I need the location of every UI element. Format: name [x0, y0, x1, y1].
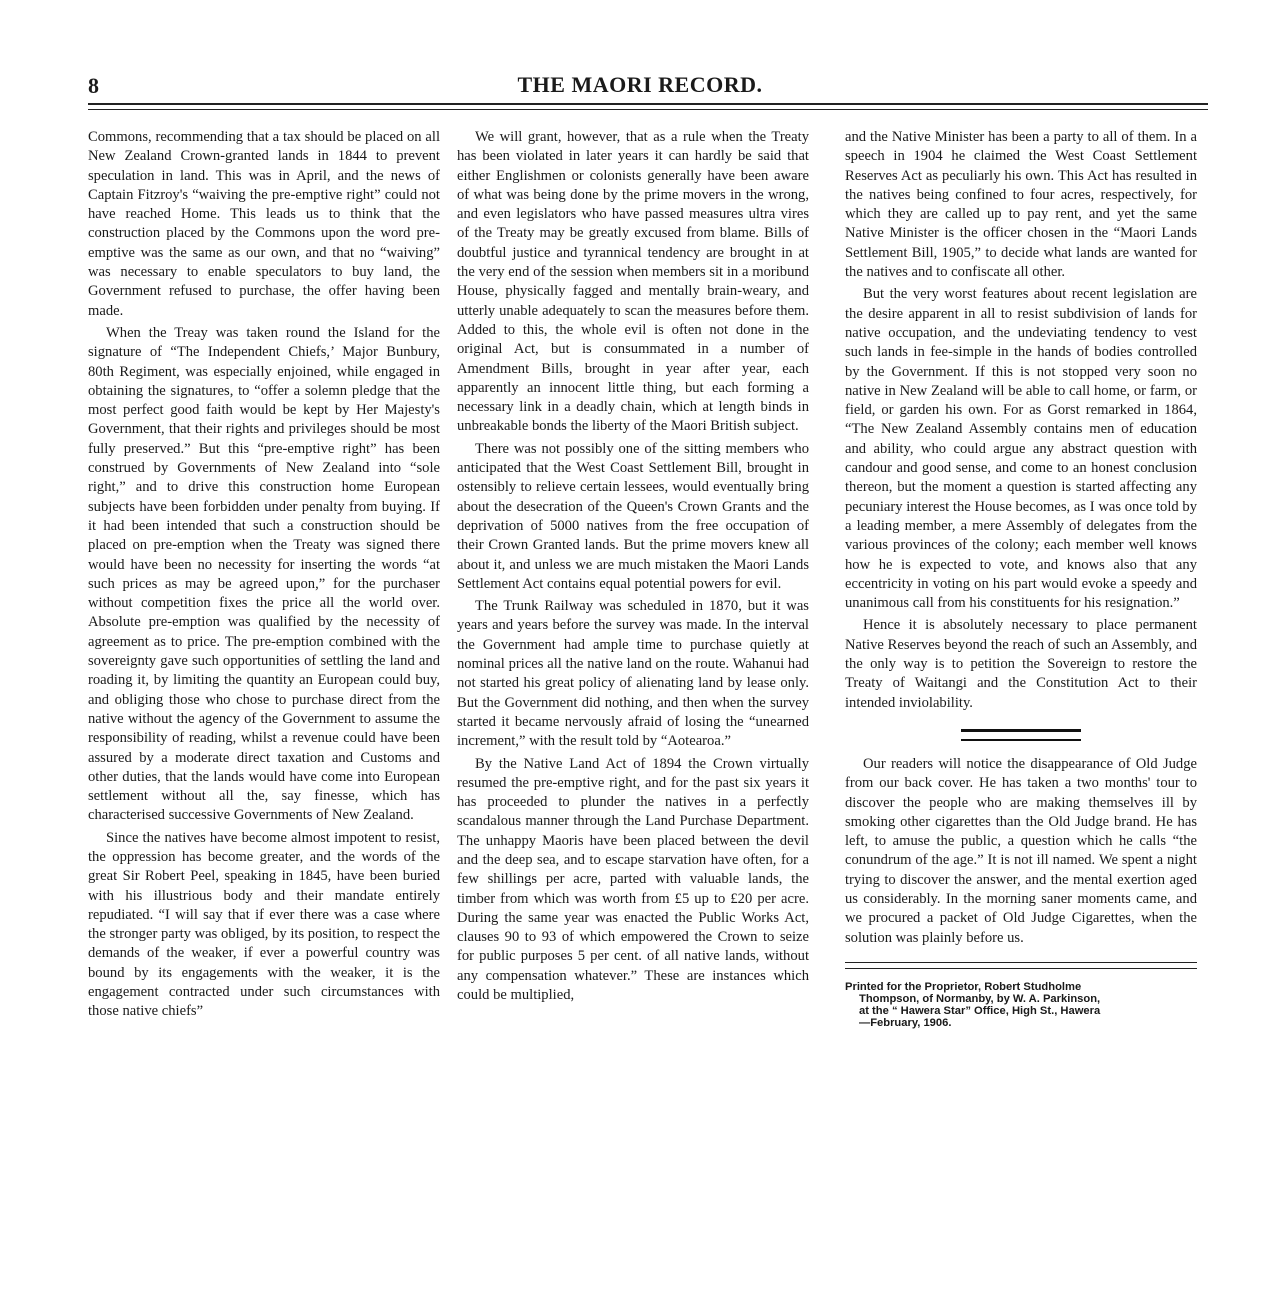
paragraph: We will grant, however, that as a rule when the Treaty has been violated in later years it can hardly be said that either Englishmen or colonists generally have been aware of what was being done by the prime movers in the wrong, and even legislators who have passed measures ultra vires of the Treaty may be greatly excused from blame. Bills of doubtful justice and tyrannical tendency are brought in at the very end of the session when members sit in a moribund House, physically fagged and mentally brain-weary, and utterly unable adequately to scan the measures before them. Added to this, the whole evil is often not done in the original Act, but is consummated in a number of Amendment Bills, brought in year after year, each apparently an innocent little thing, but each forming a necessary link in a deadly chain, which at length binds in unbreakable bonds the liberty of the Maori British subject.: [457, 129, 809, 435]
paragraph: Since the natives have become almost impotent to resist, the oppression has become greater, and the words of the great Sir Robert Peel, speaking in 1845, have been buried with his illustrious body and their mandate entirely repudiated. “I will say that if ever there was a case where the stronger party was obliged, by its position, to respect the demands of the weaker, if ever a powerful country was bound by its engagements with the weaker, it is the engagement contracted under such circumstances with those native chiefs”: [88, 829, 440, 1020]
article-column-2: [457, 128, 809, 1005]
imprint-line: Thompson, of Normanby, by W. A. Parkinson,: [859, 992, 1101, 1005]
paragraph: Hence it is absolutely necessary to place permanent Native Reserves beyond the reach of such an Assembly, and the only way is to petition the Sovereign to restore the Treaty of Waitangi and the Constitution Act to their intended inviolability.: [845, 617, 1197, 711]
paragraph: When the Treay was taken round the Island for the signature of “The Independent Chiefs,’ Major Bunbury, 80th Regiment, was especially enjoined, while engaged in obtaining the signatures, to “offer a solemn pledge that the most perfect good faith would be kept by Her Majesty's Government, that their rights and privileges should be most fully preserved.” But this “pre-emptive right” has been construed by Governments of New Zealand into “sole right,” and to drive this construction home European subjects have been forbidden under penalty from buying. If it had been intended that such a construction should be placed on pre-emption when the Treaty was signed there would have been no necessity for inserting the words “at such prices as may be agreed upon,” for the purchaser without competition fixes the price all the world over. Absolute pre-emption was qualified by the necessity of agreement as to price. The pre-emption combined with the sovereignty gave such opportunities of settling the land and roading it, by limiting the quantity an European could buy, and obliging those who chose to purchase direct from the native without the agency of the Government to assume the responsibility of reading, whilst a revenue could have been assured by a moderate direct taxation and Customs and other duties, that the lands would have come into European settlement without all the, say finesse, which has characterised successive Governments of New Zealand.: [88, 324, 440, 824]
article-column-1: [88, 128, 440, 1022]
paragraph: The Trunk Railway was scheduled in 1870, but it was years and years before the survey was made. In the interval the Government had ample time to purchase quietly at nominal prices all the native land on the route. Wahanui had not started his great policy of alienating land by lease only. But the Government did nothing, and then when the survey started it became nervously afraid of losing the “unearned increment,” with the result told by “Aotearoa.”: [457, 598, 809, 750]
section-separator: [961, 729, 1081, 741]
page-number: 8: [88, 73, 99, 98]
imprint-line: at the “ Hawera Star” Office, High St., Hawera: [859, 1004, 1101, 1017]
header-double-rule: [88, 103, 1208, 110]
paragraph: But the very worst features about recent legislation are the desire apparent in all to resist subdivision of lands for native occupation, and the undeviating tendency to vest such lands in fee-simple in the hands of bodies controlled by the Government. If this is not stopped very soon no native in New Zealand will be able to call home, or farm, or field, or garden his own. For as Gorst remarked in 1864, “The New Zealand Assembly contains men of education and ability, who could argue any abstract question with candour and good sense, and come to an honest conclusion thereon, but the moment a question is started affecting any pecuniary interest the House becomes, as I was once told by a leading member, a mere Assembly of delegates from the various provinces of the colony; each member well knows how he is expected to vote, and knows also that any eccentricity in voting on his part would evoke a speedy and unanimous call from his constituents for his resignation.”: [845, 286, 1197, 612]
printer-imprint: [845, 981, 1197, 1029]
paragraph: There was not possibly one of the sitting members who anticipated that the West Coast Settlement Bill, brought in ostensibly to relieve certain lessees, would eventually bring about the desecration of the Queen's Crown Grants and the deprivation of 5000 natives from the free occupation of their Crown Granted lands. But the prime movers knew all about it, and unless we are much mistaken the Maori Lands Settlement Act contains equal potential powers for evil.: [457, 440, 809, 592]
imprint-line: —February, 1906.: [859, 1016, 952, 1029]
masthead-title: THE MAORI RECORD.: [517, 72, 763, 97]
paragraph: Commons, recommending that a tax should be placed on all New Zealand Crown-granted lands in 1844 to prevent speculation in land. This was in April, and the news of Captain Fitzroy's “waiving the pre-emptive right” could not have reached Home. This leads us to think that the construction placed by the Commons upon the word pre-emptive was the same as our own, and that no “waiving” was necessary to enable speculators to buy land, the Government refused to purchase, the offer having been made.: [88, 129, 440, 319]
paragraph: and the Native Minister has been a party to all of them. In a speech in 1904 he claimed the West Coast Settlement Reserves Act as peculiarly his own. This Act has resulted in the natives being confined to four acres, respectively, for which they are called up to pay rent, and yet the same Native Minister is the officer chosen in the “Maori Lands Settlement Bill, 1905,” to decide what lands are wanted for the natives and to confiscate all other.: [845, 129, 1197, 281]
notice-paragraph: Our readers will notice the disappearance of Old Judge from our back cover. He has taken a two months' tour to discover the people who are making themselves ill by smoking other cigarettes than the Old Judge brand. He has left, to amuse the public, a question which he calls “the conundrum of the age.” It is not ill named. We spent a night trying to discover the answer, and the mental exertion aged us considerably. In the morning saner moments came, and we procured a packet of Old Judge Cigarettes, when the solution was plainly before us.: [845, 755, 1197, 946]
imprint-rule: [845, 962, 1197, 969]
imprint-line: Printed for the Proprietor, Robert Studholme: [845, 980, 1082, 993]
paragraph: By the Native Land Act of 1894 the Crown virtually resumed the pre-emptive right, and for the past six years it has proceeded to plunder the natives in a perfectly scandalous manner through the Land Purchase Department. The unhappy Maoris have been placed between the devil and the deep sea, and to escape starvation have often, for a few shillings per acre, parted with valuable lands, the timber from which was worth from £5 up to £20 per acre. During the same year was enacted the Public Works Act, clauses 90 to 93 of which empowered the Crown to seize for public purposes 5 per cent. of all native lands, without any compensation whatever.” These are instances which could be multiplied,: [457, 755, 809, 1004]
article-column-3: [845, 128, 1197, 1029]
